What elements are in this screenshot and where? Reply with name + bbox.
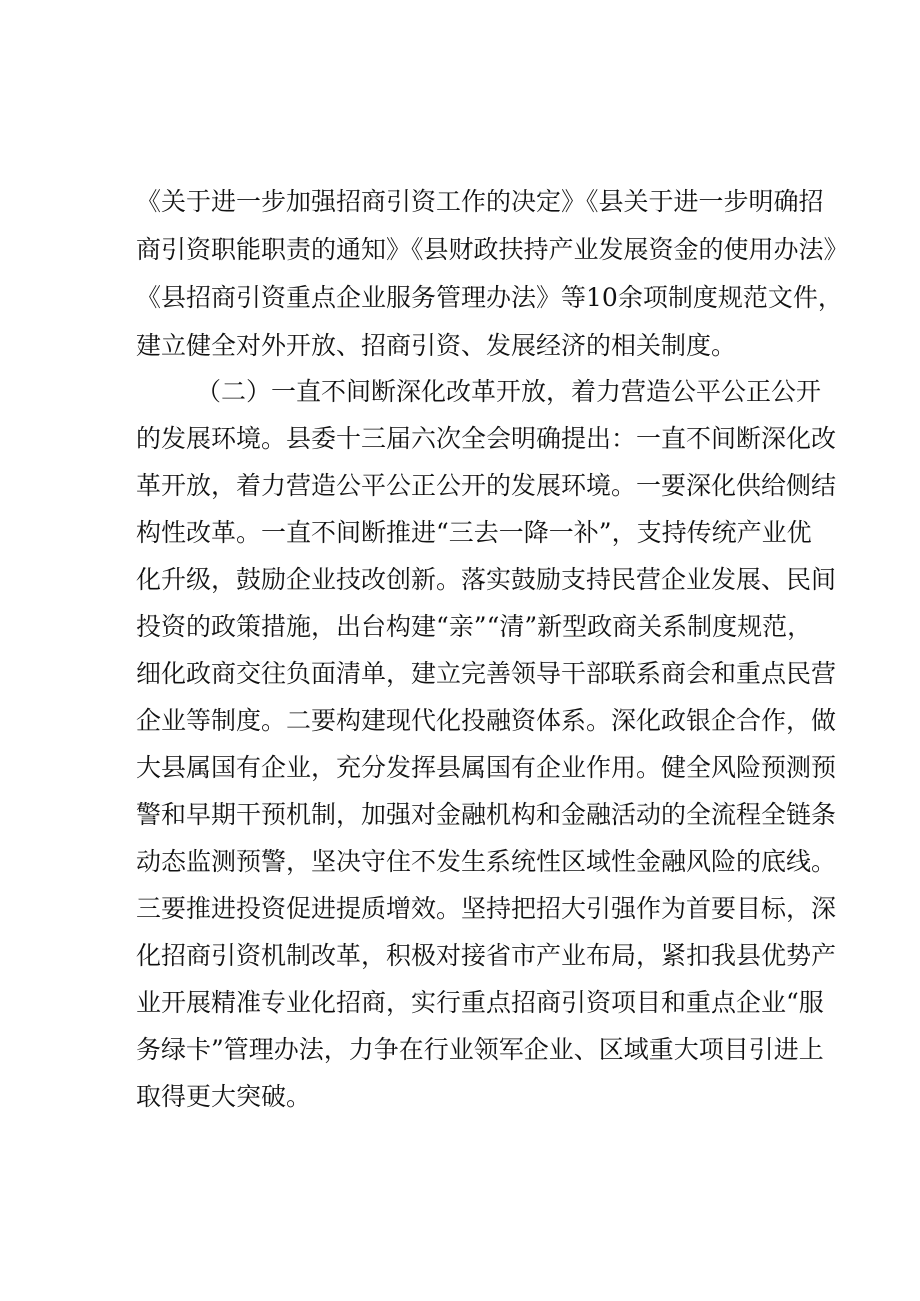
paragraph-2-line: 大县属国有企业，充分发挥县属国有企业作用。健全风险预测预	[136, 753, 837, 782]
paragraph-2-line: 构性改革。一直不间断推进“三去一降一补”，支持传统产业优	[136, 518, 812, 547]
paragraph-2-line: 的发展环境。县委十三届六次全会明确提出：一直不间断深化改	[136, 424, 837, 453]
paragraph-1	[136, 178, 849, 370]
paragraph-2	[136, 368, 837, 1120]
paragraph-2-line: 革开放，着力营造公平公正公开的发展环境。一要深化供给侧结	[136, 471, 837, 500]
paragraph-2-line: 企业等制度。二要构建现代化投融资体系。深化政银企合作，做	[136, 706, 837, 735]
paragraph-2-heading-line: （二）一直不间断深化改革开放，着力营造公平公正公开	[196, 377, 822, 406]
paragraph-2-line: 警和早期干预机制，加强对金融机构和金融活动的全流程全链条	[136, 800, 837, 829]
paragraph-2-line: 动态监测预警，坚决守住不发生系统性区域性金融风险的底线。	[136, 847, 837, 876]
paragraph-2-line: 三要推进投资促进提质增效。坚持把招大引强作为首要目标，深	[136, 894, 837, 923]
paragraph-2-line: 投资的政策措施，出台构建“亲”“清”新型政商关系制度规范，	[136, 612, 813, 641]
paragraph-1-line: 《县招商引资重点企业服务管理办法》等10余项制度规范文件，	[136, 283, 843, 312]
paragraph-1-line: 建立健全对外开放、招商引资、发展经济的相关制度。	[136, 331, 737, 360]
paragraph-1-line: 商引资职能职责的通知》《县财政扶持产业发展资金的使用办法》	[136, 235, 849, 264]
paragraph-2-line: 取得更大突破。	[136, 1082, 312, 1111]
paragraph-2-line: 务绿卡”管理办法，力争在行业领军企业、区域重大项目引进上	[136, 1035, 824, 1064]
paragraph-2-line: 化招商引资机制改革，积极对接省市产业布局，紧扣我县优势产	[136, 941, 837, 970]
paragraph-2-line: 化升级，鼓励企业技改创新。落实鼓励支持民营企业发展、民间	[136, 565, 837, 594]
paragraph-1-line: 《关于进一步加强招商引资工作的决定》《县关于进一步明确招	[136, 187, 824, 216]
paragraph-2-line: 细化政商交往负面清单，建立完善领导干部联系商会和重点民营	[136, 659, 837, 688]
paragraph-2-line: 业开展精准专业化招商，实行重点招商引资项目和重点企业“服	[136, 988, 824, 1017]
